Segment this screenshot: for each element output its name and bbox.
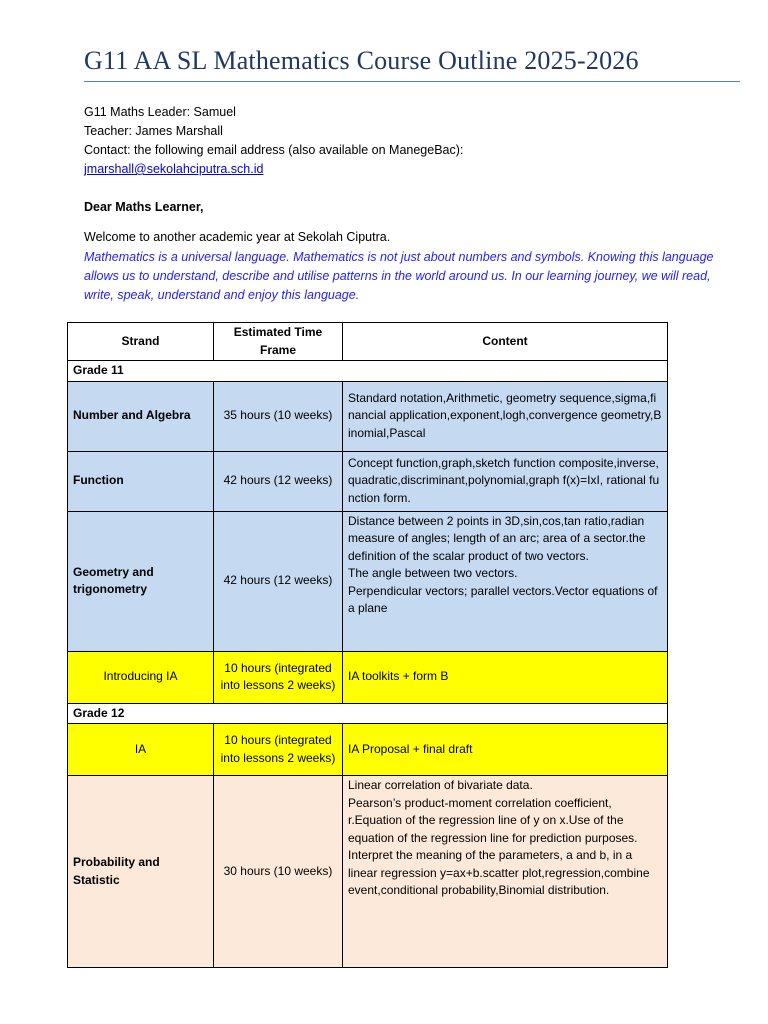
teacher-name: Teacher: James Marshall [84,124,223,138]
table-header-row [68,323,668,361]
table-row [68,776,668,968]
document-title: G11 AA SL Mathematics Course Outline 2025-2026 [84,46,639,75]
content-line: The angle between two vectors. [348,566,518,580]
time-cell: 30 hours (10 weeks) [214,776,343,968]
header-content: Content [343,323,668,361]
table-row [68,724,668,776]
course-outline-table [67,322,668,968]
teacher-info [84,103,463,179]
content-line: Interpret the meaning of the parameters, a and b, in a linear regression y=ax+b.scatter plot,regression,combine event,conditional probability,Binomial distribution. [348,848,650,897]
time-cell: 10 hours (integrated into lessons 2 weeks) [214,724,343,776]
intro-paragraph: Mathematics is a universal language. Mathematics is not just about numbers and symbols. Knowing this language allows us to understand, describe and utilise patterns in the world around us. In our learning journey, we will read, write, speak, understand and enjoy this language. [84,250,714,302]
welcome-text: Welcome to another academic year at Sekolah Ciputra. [84,230,391,244]
strand-cell: Function [68,451,214,511]
table-row [68,651,668,703]
content-cell [343,776,668,968]
table-row [68,511,668,651]
email-link[interactable]: jmarshall@sekolahciputra.sch.id [84,162,264,176]
content-line: Perpendicular vectors; parallel vectors.Vector equations of a plane [348,583,658,615]
time-cell: 35 hours (10 weeks) [214,381,343,451]
content-cell [343,511,668,651]
content-line: Linear correlation of bivariate data. [348,778,533,792]
content-line: Pearson’s product-moment correlation coefficient, r.Equation of the regression line of y on x.Use of the equation of the regression line for prediction purposes. [348,795,638,845]
time-cell: 42 hours (12 weeks) [214,451,343,511]
content-cell: Standard notation,Arithmetic, geometry sequence,sigma,financial application,exponent,logh,convergence geometry,Binomial,Pascal [343,381,668,451]
header-strand: Strand [68,323,214,361]
table-row [68,451,668,511]
contact-line: Contact: the following email address (also available on ManegeBac): [84,143,464,157]
content-cell: Concept function,graph,sketch function composite,inverse,quadratic,discriminant,polynomial,graph f(x)=IxI, rational function form. [343,451,668,511]
header-time-frame: Estimated Time Frame [214,323,343,361]
strand-cell: Introducing IA [68,651,214,703]
strand-cell: Geometry and trigonometry [68,511,214,651]
grade-12-row [68,703,668,724]
strand-cell: Number and Algebra [68,381,214,451]
time-cell: 10 hours (integrated into lessons 2 weeks) [214,651,343,703]
grade-11-row [68,361,668,382]
grade-12-label: Grade 12 [68,703,668,724]
strand-cell: Probability and Statistic [68,776,214,968]
content-cell: IA Proposal + final draft [343,724,668,776]
greeting: Dear Maths Learner, [84,200,204,214]
title-underline [84,81,740,82]
strand-cell: IA [68,724,214,776]
time-cell: 42 hours (12 weeks) [214,511,343,651]
table-row [68,381,668,451]
maths-leader: G11 Maths Leader: Samuel [84,105,236,119]
grade-11-label: Grade 11 [68,361,668,382]
content-cell: IA toolkits + form B [343,651,668,703]
content-line: Distance between 2 points in 3D,sin,cos,tan ratio,radian measure of angles; length of an arc; area of a sector.the definition of the scalar product of two vectors. [348,513,646,563]
